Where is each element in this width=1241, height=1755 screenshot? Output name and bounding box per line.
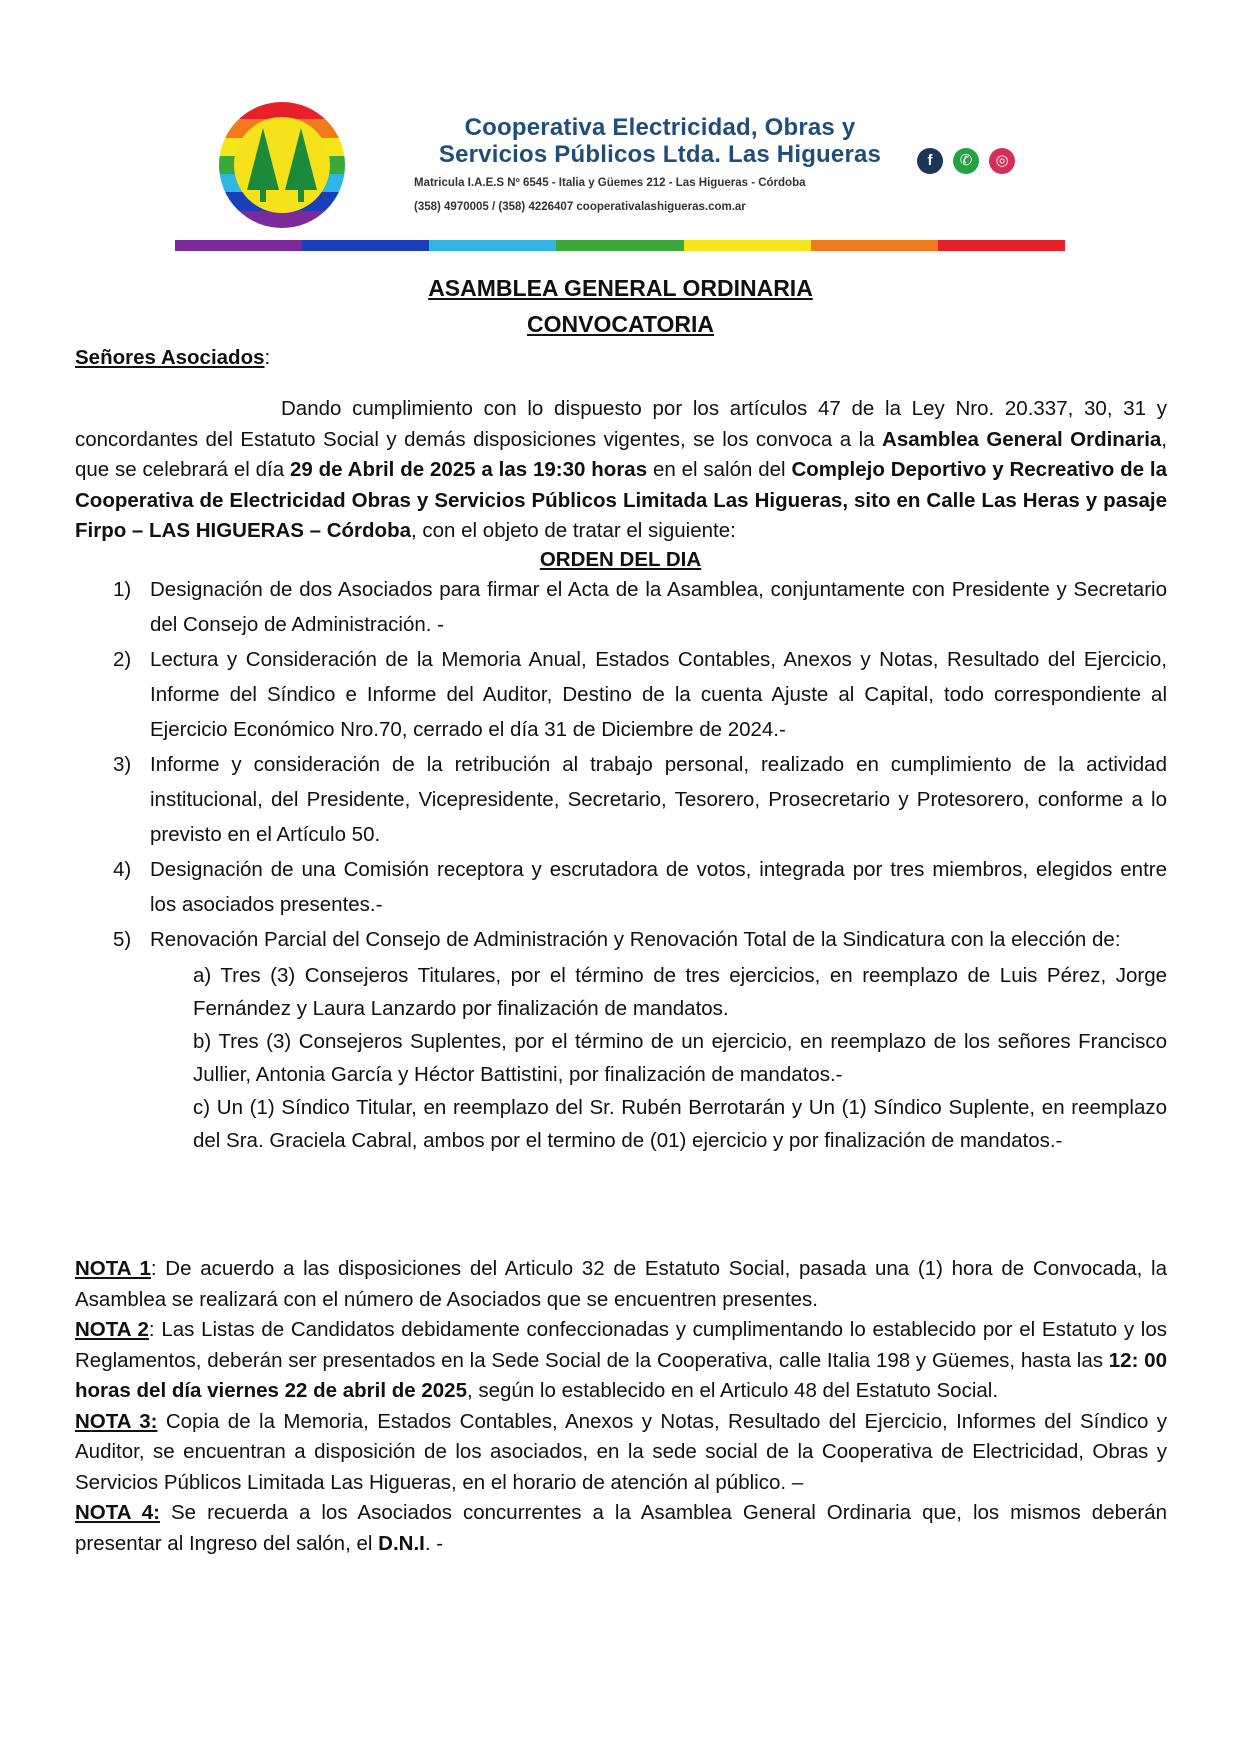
agenda-item-text: Renovación Parcial del Consejo de Administración y Renovación Total de la Sindicatura con la elección de: [150, 928, 1121, 951]
intro-paragraph [75, 394, 1167, 547]
agenda-item-number: 1) [113, 578, 132, 601]
salutation-text: Señores Asociados [75, 346, 265, 369]
note-2-deadline: 12: 00 horas del día viernes 22 de abril de 2025 [75, 1348, 1167, 1402]
organization-block [400, 114, 920, 216]
agenda-item-text: Lectura y Consideración de la Memoria Anual, Estados Contables, Anexos y Notas, Resultado del Ejercicio, Informe del Síndico e Informe del Auditor, Destino de la cuenta Ajuste al Capital, todo correspondiente al Ejercicio Económico Nro.70, cerrado el día 31 de Diciembre de 2024.- [150, 648, 1167, 741]
agenda-item-number: 5) [113, 928, 132, 951]
note-2-label: NOTA 2 [75, 1318, 149, 1341]
rainbow-segment [811, 240, 938, 251]
note-2-text-end: , según lo establecido en el Articulo 48 del Estatuto Social. [466, 1379, 999, 1402]
note-1-label: NOTA 1 [75, 1257, 151, 1280]
organization-contact: (358) 4970005 / (358) 4226407 cooperativalashigueras.com.ar [414, 201, 746, 213]
rainbow-segment [684, 240, 811, 251]
salutation [75, 346, 270, 370]
notes-section [75, 1254, 1167, 1559]
rainbow-segment [429, 240, 556, 251]
agenda-list [75, 572, 1167, 1157]
note-3-text: Copia de la Memoria, Estados Contables, Anexos y Notas, Resultado del Ejercicio, Informes del Síndico y Auditor, se encuentran a disposición de los asociados, en la sede social de la Cooperativa de Electricidad, Obras y Servicios Públicos Limitada Las Higueras, en el horario de atención al público. – [75, 1409, 1168, 1494]
agenda-item-number: 3) [113, 753, 132, 776]
note-1 [75, 1254, 1167, 1315]
organization-name-line2: Servicios Públicos Ltda. Las Higueras [438, 141, 882, 168]
intro-text-3: en el salón del [647, 458, 792, 481]
intro-text-4: , con el objeto de tratar el siguiente: [411, 519, 736, 542]
rainbow-segment [175, 240, 302, 251]
agenda-item [75, 922, 1167, 957]
intro-bold-3: Complejo Deportivo y Recreativo de la Cooperativa de Electricidad Obras y Servicios Públicos Limitada Las Higueras, sito en Calle Las Heras y pasaje Firpo – LAS HIGUERAS – Córdoba [75, 458, 1168, 542]
document-subtitle: CONVOCATORIA [527, 311, 714, 337]
facebook-icon[interactable]: f [917, 148, 943, 174]
note-4 [75, 1498, 1167, 1559]
agenda-title: ORDEN DEL DIA [539, 548, 702, 571]
instagram-icon[interactable]: ◎ [989, 148, 1015, 174]
note-3-label: NOTA 3: [75, 1409, 158, 1433]
note-4-text: Se recuerda a los Asociados concurrentes a la Asamblea General Ordinaria que, los mismos deberán presentar al Ingreso del salón, el [75, 1501, 1167, 1555]
agenda-item-number: 2) [113, 648, 132, 671]
agenda-item [75, 572, 1167, 642]
agenda-item [75, 852, 1167, 922]
document-title: ASAMBLEA GENERAL ORDINARIA [428, 275, 813, 301]
intro-bold-1: Asamblea General Ordinaria [882, 427, 1162, 451]
note-4-dni: D.N.I [378, 1531, 425, 1555]
agenda-subitems-block [75, 959, 1167, 1157]
intro-text-1: Dando cumplimiento con lo dispuesto por los artículos 47 de la Ley Nro. 20.337, 30, 31 y concordantes del Estatuto Social y demás disposiciones vigentes, se los convoca a la [75, 397, 1167, 451]
note-3 [75, 1407, 1167, 1499]
cooperative-logo-icon [217, 100, 347, 230]
rainbow-segment [302, 240, 429, 251]
note-2 [75, 1315, 1167, 1407]
whatsapp-icon[interactable]: ✆ [953, 148, 979, 174]
rainbow-segment [556, 240, 683, 251]
organization-name-line1: Cooperativa Electricidad, Obras y [464, 114, 856, 141]
social-icons [917, 148, 1015, 174]
rainbow-divider [175, 240, 1065, 251]
agenda-subitem: b) Tres (3) Consejeros Suplentes, por el término de un ejercicio, en reemplazo de los señores Francisco Jullier, Antonia García y Héctor Battistini, por finalización de mandatos.- [193, 1030, 1167, 1086]
agenda-item-text: Designación de dos Asociados para firmar el Acta de la Asamblea, conjuntamente con Presidente y Secretario del Consejo de Administración. - [150, 578, 1167, 636]
agenda-subitem: c) Un (1) Síndico Titular, en reemplazo del Sr. Rubén Berrotarán y Un (1) Síndico Suplente, en reemplazo del Sra. Graciela Cabral, ambos por el termino de (01) ejercicio y por finalización de mandatos.- [193, 1096, 1167, 1152]
agenda-item-text: Designación de una Comisión receptora y escrutadora de votos, integrada por tres miembros, elegidos entre los asociados presentes.- [150, 858, 1167, 916]
note-4-text-end: . - [424, 1531, 444, 1555]
agenda-item-number: 4) [113, 858, 132, 881]
letterhead [175, 98, 1065, 258]
rainbow-segment [938, 240, 1065, 251]
organization-address: Matricula I.A.E.S Nº 6545 - Italia y Güemes 212 - Las Higueras - Córdoba [414, 177, 806, 189]
agenda-subitem: a) Tres (3) Consejeros Titulares, por el término de tres ejercicios, en reemplazo de Luis Pérez, Jorge Fernández y Laura Lanzardo por finalización de mandatos. [193, 964, 1167, 1020]
agenda-item-text: Informe y consideración de la retribución al trabajo personal, realizado en cumplimiento de la actividad institucional, del Presidente, Vicepresidente, Secretario, Tesorero, Prosecretario y Protesorero, conforme a lo previsto en el Artículo 50. [150, 753, 1167, 846]
agenda-item [75, 642, 1167, 747]
salutation-colon: : [264, 346, 271, 369]
note-1-text: : De acuerdo a las disposiciones del Articulo 32 de Estatuto Social, pasada una (1) hora de Convocada, la Asamblea se realizará con el número de Asociados que se encuentren presentes. [75, 1257, 1167, 1311]
note-4-label: NOTA 4: [75, 1501, 161, 1524]
agenda-item [75, 747, 1167, 852]
agenda-subitems [75, 959, 1167, 1157]
intro-text-2: , que se celebrará el día [75, 427, 1167, 481]
note-2-text: : Las Listas de Candidatos debidamente confeccionadas y cumplimentando lo establecido por el Estatuto y los Reglamentos, deberán ser presentados en la Sede Social de la Cooperativa, calle Italia 198 y Güemes, hasta las [75, 1318, 1167, 1372]
intro-bold-2: 29 de Abril de 2025 a las 19:30 horas [290, 458, 648, 481]
